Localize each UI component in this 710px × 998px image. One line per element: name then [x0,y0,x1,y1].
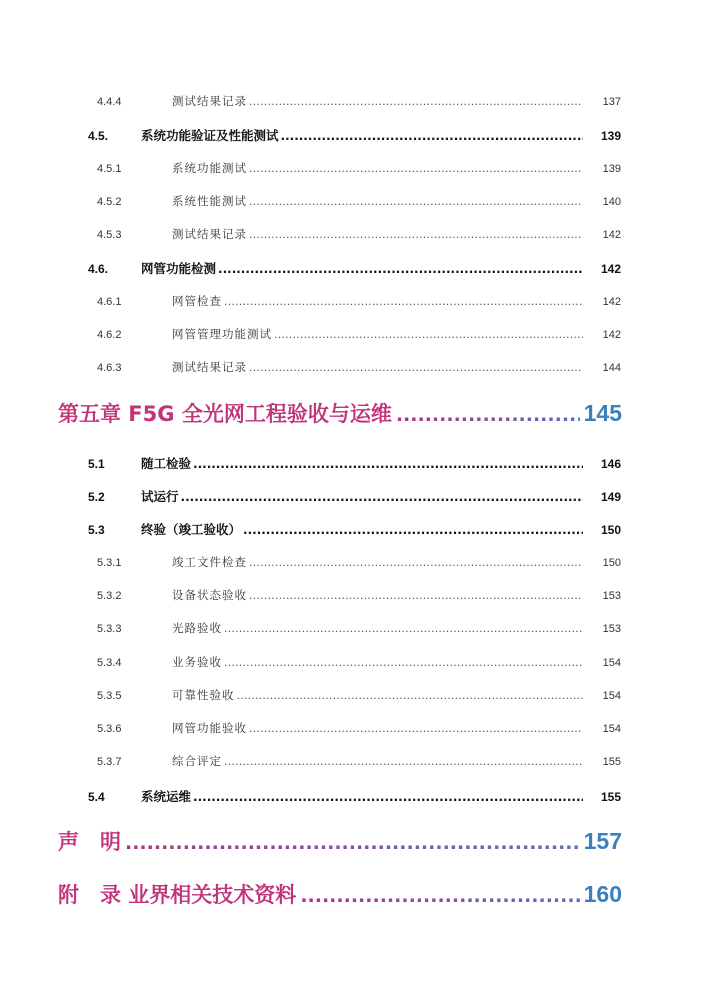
dot-leader [249,589,583,602]
entry-page: 149 [600,490,621,504]
dot-leader [125,832,580,854]
entry-number: 4.5. [88,129,109,143]
dot-leader [224,656,583,669]
entry-title: 设备状态验收 [172,588,247,602]
dot-leader [249,228,583,241]
dot-leader [193,457,583,471]
entry-number: 5.3.4 [97,657,122,669]
chapter-page: 160 [583,881,622,907]
entry-page: 139 [600,129,621,143]
dot-leader [300,885,579,907]
entry-page: 142 [600,262,621,276]
toc-chapter-entry[interactable] [0,879,710,909]
entry-number: 4.5.1 [97,163,122,175]
toc-entry[interactable] [0,226,710,242]
toc-entry[interactable] [0,160,710,176]
entry-title: 网管功能检测 [141,261,217,276]
entry-number: 4.5.3 [97,229,122,241]
chapter-title: 声 明 [58,830,121,854]
toc-entry[interactable] [0,259,710,277]
entry-page: 137 [602,96,621,108]
chapter-title: 第五章 F5G 全光网工程验收与运维 [58,402,392,426]
entry-page: 144 [602,362,621,374]
toc-entry[interactable] [0,93,710,109]
toc-entry[interactable] [0,587,710,603]
dot-leader [274,328,583,341]
entry-number: 5.3.3 [97,623,122,635]
toc-entry[interactable] [0,193,710,209]
entry-number: 5.3.1 [97,557,122,569]
dot-leader [249,162,583,175]
toc-chapter-entry[interactable] [0,398,710,428]
entry-number: 4.5.2 [97,196,122,208]
entry-page: 153 [602,623,621,635]
dot-leader [249,195,583,208]
entry-title: 系统运维 [141,789,192,804]
entry-title: 网管检查 [172,294,222,308]
entry-title: 系统性能测试 [172,194,247,208]
toc-entry[interactable] [0,487,710,505]
entry-title: 光路验收 [172,621,222,635]
entry-title: 终验（竣工验收） [141,522,242,537]
entry-title: 测试结果记录 [172,360,247,374]
entry-title: 系统功能测试 [172,161,247,175]
entry-title: 测试结果记录 [172,94,247,108]
entry-number: 4.6.1 [97,296,122,308]
toc-entry[interactable] [0,787,710,805]
entry-title: 综合评定 [172,754,222,768]
entry-number: 5.3.7 [97,756,122,768]
dot-leader [237,689,584,702]
entry-page: 153 [602,590,621,602]
toc-entry[interactable] [0,359,710,375]
entry-number: 5.3 [88,523,105,537]
dot-leader [224,622,583,635]
dot-leader [224,755,583,768]
entry-title: 随工检验 [141,456,192,471]
dot-leader [396,404,580,426]
entry-number: 5.1 [88,457,105,471]
chapter-page: 145 [583,400,622,426]
dot-leader [193,790,583,804]
dot-leader [249,361,583,374]
toc-entry[interactable] [0,126,710,144]
entry-page: 142 [602,296,621,308]
entry-number: 4.6. [88,262,109,276]
entry-number: 4.4.4 [97,96,122,108]
dot-leader [243,523,583,537]
entry-title: 试运行 [141,489,179,504]
dot-leader [249,722,583,735]
entry-page: 140 [602,196,621,208]
entry-title: 网管功能验收 [172,721,247,735]
toc-entry[interactable] [0,326,710,342]
chapter-title: 附 录 业界相关技术资料 [58,883,297,907]
toc-entry[interactable] [0,454,710,472]
entry-page: 150 [600,523,621,537]
entry-number: 5.2 [88,490,105,504]
entry-number: 4.6.3 [97,362,122,374]
entry-page: 154 [602,657,621,669]
toc-entry[interactable] [0,293,710,309]
toc-entry[interactable] [0,620,710,636]
entry-page: 154 [602,723,621,735]
dot-leader [181,490,583,504]
entry-number: 4.6.2 [97,329,122,341]
entry-number: 5.4 [88,790,105,804]
entry-page: 142 [602,329,621,341]
entry-page: 150 [602,557,621,569]
entry-number: 5.3.5 [97,690,122,702]
entry-page: 155 [602,756,621,768]
dot-leader [224,295,583,308]
entry-title: 系统功能验证及性能测试 [141,128,279,143]
entry-title: 测试结果记录 [172,227,247,241]
entry-number: 5.3.2 [97,590,122,602]
toc-entry[interactable] [0,554,710,570]
entry-title: 网管管理功能测试 [172,327,272,341]
entry-page: 142 [602,229,621,241]
entry-page: 154 [602,690,621,702]
toc-entry[interactable] [0,687,710,703]
entry-title: 业务验收 [172,655,222,669]
entry-number: 5.3.6 [97,723,122,735]
toc-entry[interactable] [0,753,710,769]
dot-leader [249,556,583,569]
entry-page: 155 [600,790,621,804]
dot-leader [281,129,583,143]
toc-chapter-entry[interactable] [0,826,710,856]
dot-leader [218,262,583,276]
entry-title: 可靠性验收 [172,688,235,702]
entry-page: 146 [600,457,621,471]
chapter-page: 157 [583,828,622,854]
toc-entry[interactable] [0,520,710,538]
toc-entry[interactable] [0,654,710,670]
toc-entry[interactable] [0,720,710,736]
dot-leader [249,95,583,108]
entry-page: 139 [602,163,621,175]
entry-title: 竣工文件检查 [172,555,247,569]
